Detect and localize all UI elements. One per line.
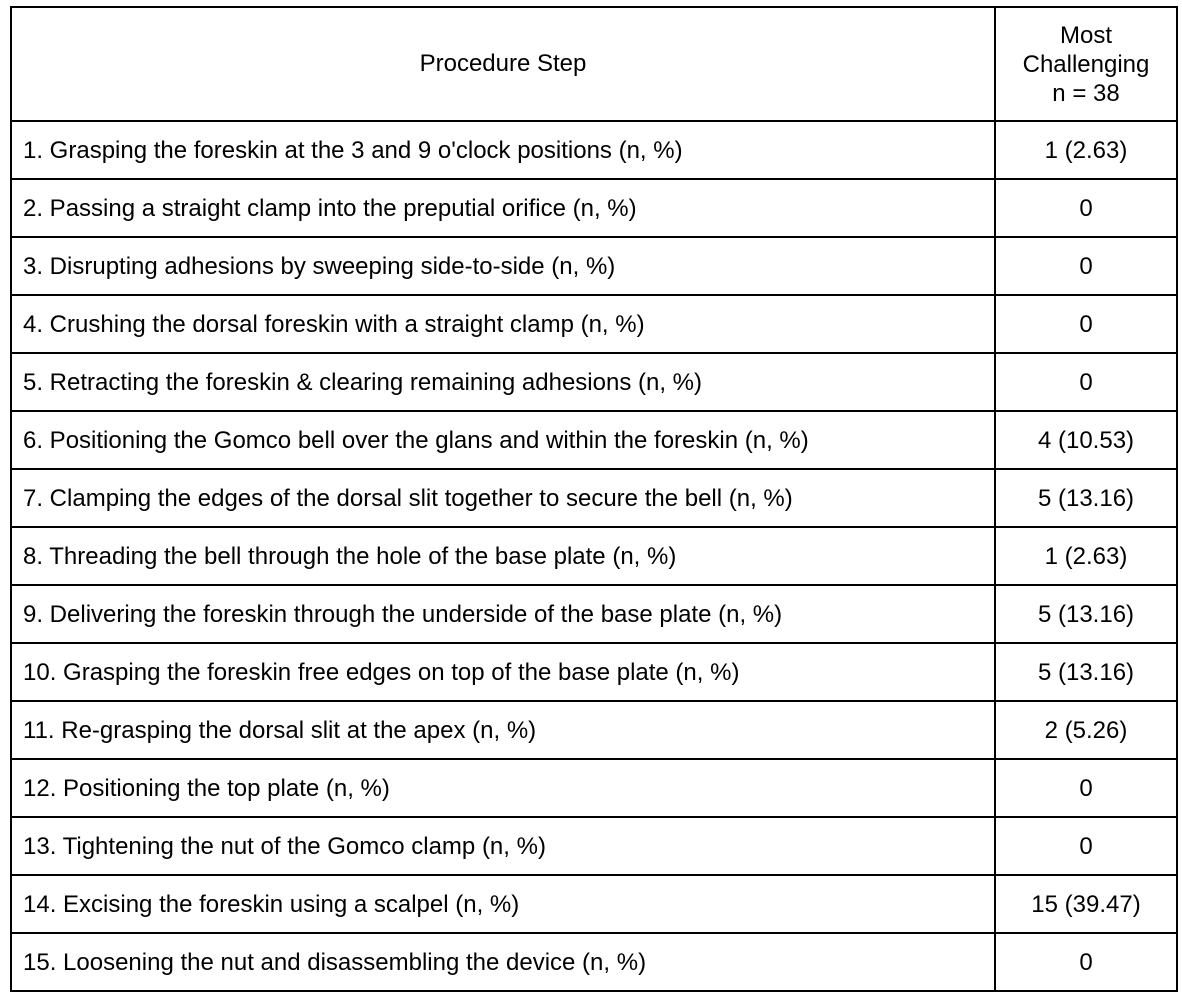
header-most-challenging — [995, 7, 1177, 121]
most-challenging-cell: 0 — [995, 933, 1177, 991]
most-challenging-cell: 0 — [995, 817, 1177, 875]
table-row — [11, 759, 1177, 817]
procedure-step-cell: 8. Threading the bell through the hole of the base plate (n, %) — [11, 527, 995, 585]
table-row — [11, 469, 1177, 527]
procedure-step-cell: 2. Passing a straight clamp into the preputial orifice (n, %) — [11, 179, 995, 237]
procedure-step-cell: 7. Clamping the edges of the dorsal slit together to secure the bell (n, %) — [11, 469, 995, 527]
procedure-step-cell: 13. Tightening the nut of the Gomco clamp (n, %) — [11, 817, 995, 875]
most-challenging-cell: 0 — [995, 237, 1177, 295]
table-row — [11, 179, 1177, 237]
most-challenging-cell: 0 — [995, 179, 1177, 237]
table-row — [11, 121, 1177, 179]
table-row — [11, 817, 1177, 875]
header-procedure-step: Procedure Step — [11, 7, 995, 121]
most-challenging-cell: 0 — [995, 759, 1177, 817]
most-challenging-cell: 1 (2.63) — [995, 121, 1177, 179]
table-row — [11, 585, 1177, 643]
procedure-step-cell: 15. Loosening the nut and disassembling the device (n, %) — [11, 933, 995, 991]
procedure-step-cell: 4. Crushing the dorsal foreskin with a straight clamp (n, %) — [11, 295, 995, 353]
most-challenging-cell: 1 (2.63) — [995, 527, 1177, 585]
table-row — [11, 237, 1177, 295]
table-body — [11, 121, 1177, 991]
header-most-line1: Most — [1059, 21, 1112, 49]
procedure-step-cell: 1. Grasping the foreskin at the 3 and 9 o'clock positions (n, %) — [11, 121, 995, 179]
table-row — [11, 701, 1177, 759]
most-challenging-cell: 0 — [995, 353, 1177, 411]
table-border-tail — [10, 986, 12, 992]
most-challenging-cell: 5 (13.16) — [995, 643, 1177, 701]
procedure-steps-table — [10, 6, 1178, 992]
table-row — [11, 411, 1177, 469]
table-row — [11, 643, 1177, 701]
procedure-step-cell: 6. Positioning the Gomco bell over the glans and within the foreskin (n, %) — [11, 411, 995, 469]
procedure-step-cell: 3. Disrupting adhesions by sweeping side-to-side (n, %) — [11, 237, 995, 295]
table-row — [11, 527, 1177, 585]
header-sample-size: n = 38 — [1052, 79, 1120, 107]
table-header — [11, 7, 1177, 121]
procedure-step-cell: 5. Retracting the foreskin & clearing remaining adhesions (n, %) — [11, 353, 995, 411]
table-row — [11, 353, 1177, 411]
table-row — [11, 875, 1177, 933]
procedure-step-cell: 11. Re-grasping the dorsal slit at the apex (n, %) — [11, 701, 995, 759]
most-challenging-cell: 15 (39.47) — [995, 875, 1177, 933]
most-challenging-cell: 5 (13.16) — [995, 585, 1177, 643]
procedure-step-cell: 9. Delivering the foreskin through the underside of the base plate (n, %) — [11, 585, 995, 643]
most-challenging-cell: 4 (10.53) — [995, 411, 1177, 469]
most-challenging-cell: 5 (13.16) — [995, 469, 1177, 527]
table-row — [11, 933, 1177, 991]
header-most-line2: Challenging — [1022, 50, 1150, 78]
header-row — [11, 7, 1177, 121]
most-challenging-cell: 2 (5.26) — [995, 701, 1177, 759]
table-row — [11, 295, 1177, 353]
procedure-step-cell: 14. Excising the foreskin using a scalpel (n, %) — [11, 875, 995, 933]
procedure-step-cell: 12. Positioning the top plate (n, %) — [11, 759, 995, 817]
procedure-step-cell: 10. Grasping the foreskin free edges on top of the base plate (n, %) — [11, 643, 995, 701]
most-challenging-cell: 0 — [995, 295, 1177, 353]
